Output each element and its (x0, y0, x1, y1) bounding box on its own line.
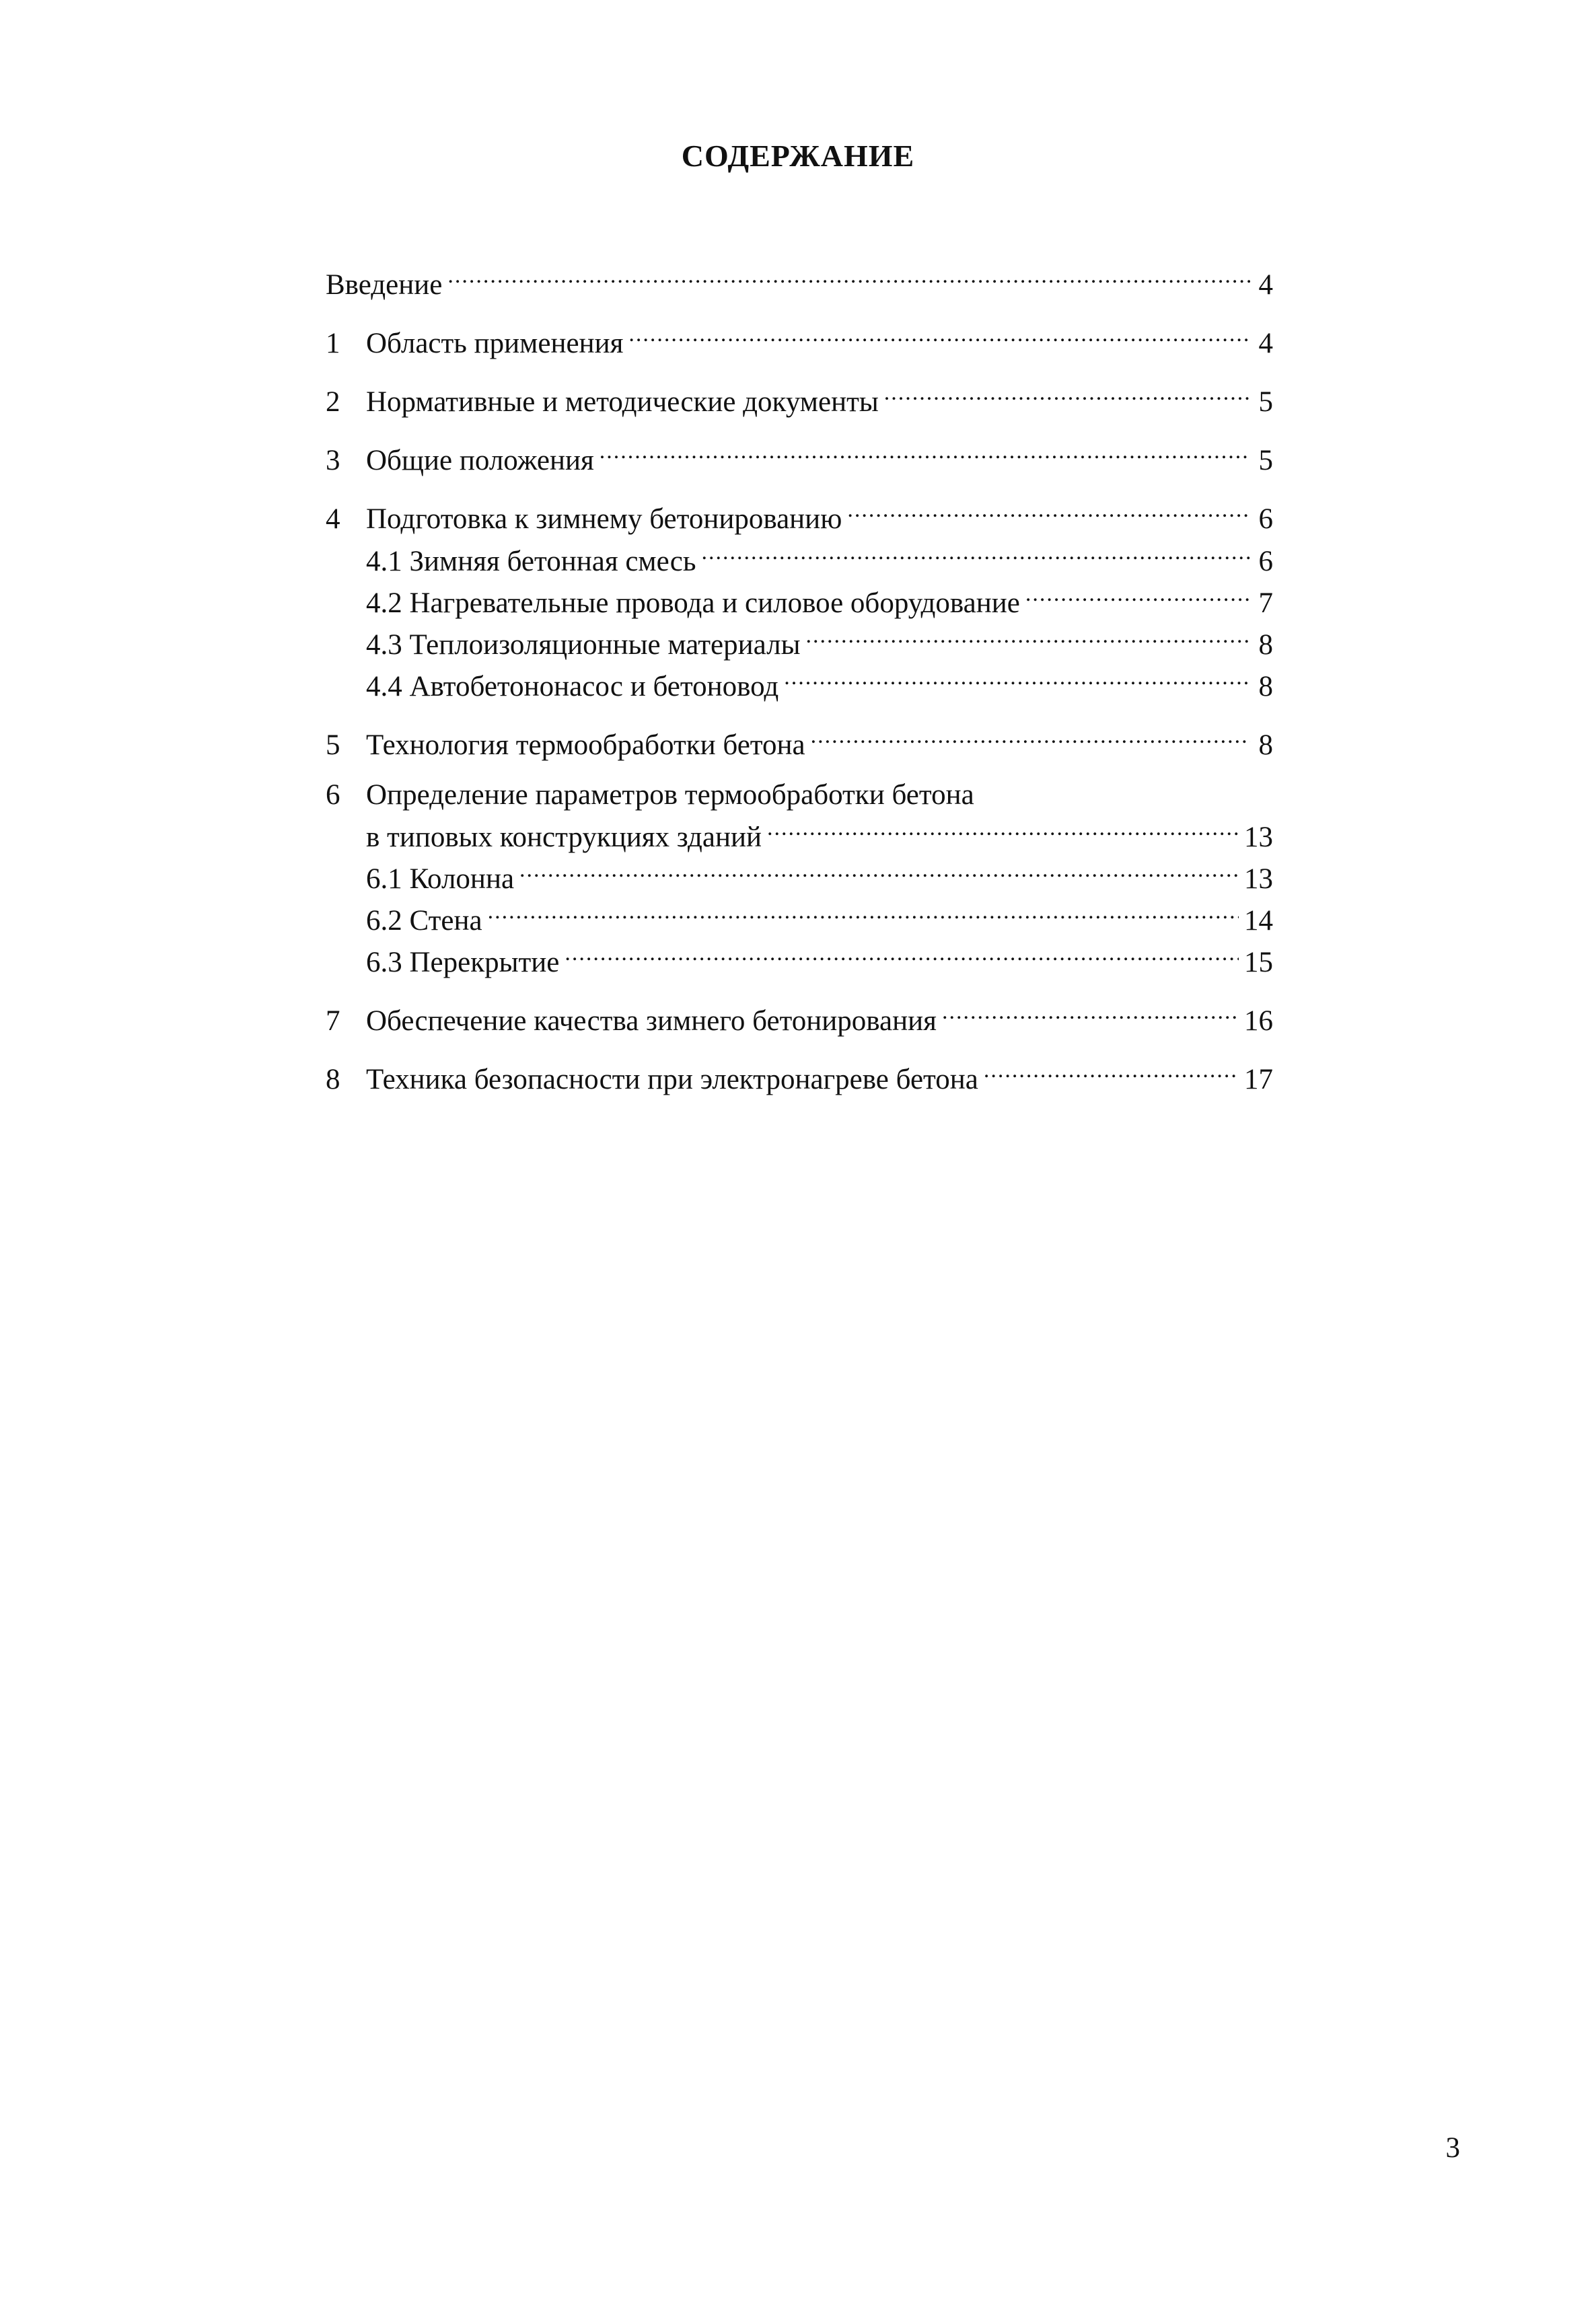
toc-entry-page: 6 (1258, 546, 1273, 577)
leader-dots (811, 719, 1250, 754)
leader-dots (984, 1054, 1239, 1089)
toc-entry-label: 4.2 Нагревательные провода и силовое оборудование (366, 587, 1020, 619)
toc-entry-page: 16 (1244, 1005, 1273, 1037)
toc-entry-8[interactable] (326, 1054, 1273, 1097)
toc-entry-label: 6.1 Колонна (366, 863, 515, 895)
toc-entry-number: 8 (326, 1064, 340, 1095)
toc-entry-4-3[interactable] (326, 619, 1273, 663)
leader-dots (884, 376, 1250, 411)
toc-entry-label: Обеспечение качества зимнего бетонирования (366, 1005, 937, 1037)
toc-entry-number: 3 (326, 445, 340, 476)
toc-entry-6-3[interactable] (326, 937, 1273, 980)
leader-dots (767, 811, 1239, 846)
toc-entry-label: Определение параметров термообработки бетона (366, 779, 974, 811)
toc-entry-label: 6.2 Стена (366, 905, 482, 937)
toc-entry-3[interactable] (326, 435, 1273, 478)
toc-entry-page: 14 (1244, 905, 1273, 937)
leader-dots (1025, 577, 1250, 612)
toc-entry-4[interactable] (326, 493, 1273, 537)
toc-entry-page: 7 (1258, 587, 1273, 619)
toc-entry-6-1[interactable] (326, 853, 1273, 897)
leader-dots (519, 853, 1239, 888)
toc-entry-6-continued[interactable] (326, 811, 1273, 855)
toc-entry-page: 5 (1258, 445, 1273, 476)
toc-entry-4-4[interactable] (326, 661, 1273, 704)
toc-entry-4-2[interactable] (326, 577, 1273, 621)
toc-entry-label: 4.4 Автобетононасос и бетоновод (366, 671, 779, 702)
toc-entry-page: 4 (1258, 269, 1273, 301)
toc-entry-number: 7 (326, 1005, 340, 1037)
toc-entry-label: Введение (326, 269, 443, 301)
leader-dots (600, 435, 1250, 470)
toc-entry-6-2[interactable] (326, 895, 1273, 939)
toc-entry-5[interactable] (326, 719, 1273, 763)
toc-entry-page: 5 (1258, 386, 1273, 418)
toc-entry-6[interactable] (326, 778, 1273, 813)
page-title: СОДЕРЖАНИЕ (681, 139, 915, 173)
toc-entry-1[interactable] (326, 318, 1273, 361)
toc-entry-number: 2 (326, 386, 340, 418)
toc-entry-label: Технология термообработки бетона (366, 729, 805, 761)
toc-entry-page: 4 (1258, 328, 1273, 359)
toc-entry-page: 13 (1244, 822, 1273, 853)
leader-dots (942, 995, 1239, 1030)
toc-entry-label: 4.1 Зимняя бетонная смесь (366, 546, 696, 577)
toc-entry-label: 4.3 Теплоизоляционные материалы (366, 629, 801, 661)
toc-entry-page: 8 (1258, 729, 1273, 761)
leader-dots (805, 619, 1250, 654)
leader-dots (847, 493, 1250, 528)
toc-entry-page: 17 (1244, 1064, 1273, 1095)
toc-entry-page: 6 (1258, 503, 1273, 535)
toc-entry-label: Область применения (366, 328, 624, 359)
toc-entry-number: 6 (326, 779, 340, 811)
toc-entry-page: 8 (1258, 629, 1273, 661)
toc-entry-label: Нормативные и методические документы (366, 386, 879, 418)
toc-entry-label: Техника безопасности при электронагреве бетона (366, 1064, 978, 1095)
leader-dots (628, 318, 1250, 353)
toc-entry-label: Подготовка к зимнему бетонированию (366, 503, 842, 535)
toc-entry-introduction[interactable] (326, 259, 1273, 303)
toc-entry-label: 6.3 Перекрытие (366, 947, 560, 978)
toc-entry-page: 13 (1244, 863, 1273, 895)
page-number: 3 (1445, 2132, 1460, 2164)
leader-dots (488, 895, 1239, 930)
toc-entry-number: 4 (326, 503, 340, 535)
toc-entry-4-1[interactable] (326, 536, 1273, 579)
toc-entry-label: в типовых конструкциях зданий (366, 822, 762, 853)
leader-dots (447, 259, 1250, 294)
leader-dots (565, 937, 1239, 972)
toc-entry-page: 8 (1258, 671, 1273, 702)
toc-entry-7[interactable] (326, 995, 1273, 1039)
leader-dots (702, 536, 1251, 571)
leader-dots (784, 661, 1250, 696)
toc-entry-number: 5 (326, 729, 340, 761)
toc-entry-page: 15 (1244, 947, 1273, 978)
toc-entry-2[interactable] (326, 376, 1273, 420)
toc-entry-label: Общие положения (366, 445, 594, 476)
toc-entry-number: 1 (326, 328, 340, 359)
